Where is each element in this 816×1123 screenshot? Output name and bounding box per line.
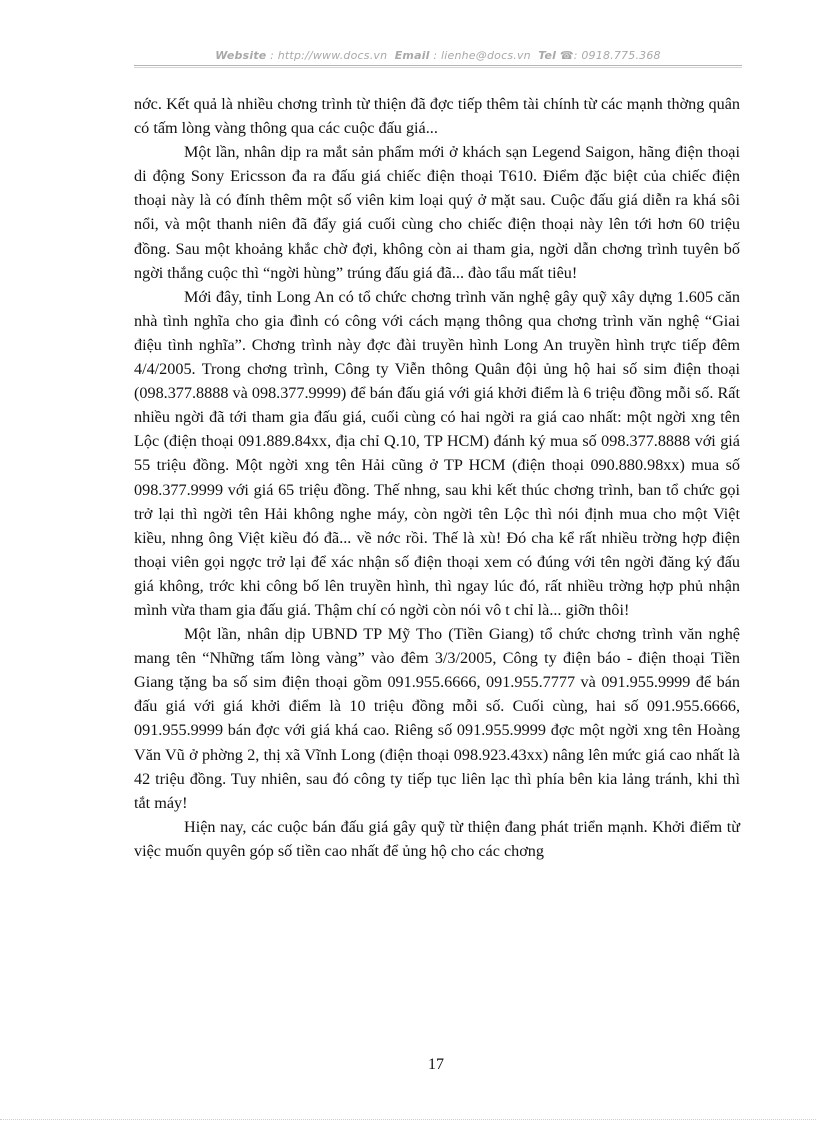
document-body <box>134 92 740 863</box>
paragraph-5: Hiện nay, các cuộc bán đấu giá gây quỹ từ thiện đang phát triển mạnh. Khởi điểm từ việc muốn quyên góp số tiền cao nhất để ủng hộ cho các chơng <box>134 817 740 860</box>
footer-divider <box>0 1119 816 1120</box>
email-label: Email <box>394 49 430 62</box>
paragraph-2: Một lần, nhân dịp ra mắt sản phẩm mới ở khách sạn Legend Saigon, hãng điện thoại di động Sony Ericsson đa ra đấu giá chiếc điện thoại T610. Điểm đặc biệt của chiếc điện thoại này là có đính thêm một số viên kim loại quý ở mặt sau. Cuộc đấu giá diễn ra khá sôi nổi, và một thanh niên đã đẩy giá cuối cùng cho chiếc điện thoại này lên tới hơn 60 triệu đồng. Sau một khoảng khắc chờ đợi, không còn ai tham gia, ngời dẫn chơng trình tuyên bố ngời thắng cuộc thì “ngời hùng” trúng đấu giá đã... đào tẩu mất tiêu! <box>134 143 740 282</box>
email-value: : lienhe@docs.vn <box>433 49 531 62</box>
tel-label: Tel <box>538 49 557 62</box>
website-url: : http://www.docs.vn <box>270 49 388 62</box>
paragraph-3: Mới đây, tỉnh Long An có tổ chức chơng trình văn nghệ gây quỹ xây dựng 1.605 căn nhà tình nghĩa cho gia đình có công với cách mạng thông qua chơng trình văn nghệ “Giai điệu tình nghĩa”. Chơng trình này đợc đài truyền hình Long An truyền hình trực tiếp đêm 4/4/2005. Trong chơng trình, Công ty Viễn thông Quân đội ủng hộ hai số sim điện thoại (098.377.8888 và 098.377.9999) để bán đấu giá với giá khởi điểm là 6 triệu đồng mỗi số. Rất nhiều ngời đã tới tham gia đấu giá, cuối cùng có hai ngời ra giá cao nhất: một ngời xng tên Lộc (điện thoại 091.889.84xx, địa chỉ Q.10, TP HCM) đánh ký mua số 098.377.8888 với giá 55 triệu đồng. Một ngời xng tên Hải cũng ở TP HCM (điện thoại 090.880.98xx) mua số 098.377.9999 với giá 65 triệu đồng. Thế nhng, sau khi kết thúc chơng trình, ban tổ chức gọi trở lại thì ngời tên Hải không nghe máy, còn ngời tên Lộc thì nói định mua cho một Việt kiều, nhng ông Việt kiều đó đã... về nớc rồi. Thế là xù! Đó cha kể rất nhiều trờng hợp điện thoại viên gọi ngợc trở lại để xác nhận số điện thoại xem có đúng với tên ngời đăng ký đấu giá không, trớc khi công bố lên truyền hình, thì ngay lúc đó, rất nhiều trờng hợp phủ nhận mình vừa tham gia đấu giá. Thậm chí có ngời còn nói vô t chỉ là... giỡn thôi! <box>134 287 740 619</box>
tel-value: ☎: 0918.775.368 <box>559 49 661 62</box>
website-label: Website <box>215 49 267 62</box>
paragraph-1: nớc. Kết quả là nhiều chơng trình từ thiện đã đợc tiếp thêm tài chính từ các mạnh thờng quân có tấm lòng vàng thông qua các cuộc đấu giá... <box>134 95 740 138</box>
header-divider <box>134 65 742 66</box>
paragraph-4: Một lần, nhân dịp UBND TP Mỹ Tho (Tiền Giang) tổ chức chơng trình văn nghệ mang tên “Những tấm lòng vàng” vào đêm 3/3/2005, Công ty điện báo - điện thoại Tiền Giang tặng ba số sim điện thoại gồm 091.955.6666, 091.955.7777 và 091.955.9999 để bán đấu giá với giá khởi điểm là 10 triệu đồng mỗi số. Cuối cùng, hai số 091.955.6666, 091.955.9999 bán đợc với giá khá cao. Riêng số 091.955.9999 đợc một ngời xng tên Hoàng Văn Vũ ở phờng 2, thị xã Vĩnh Long (điện thoại 098.923.43xx) nâng lên mức giá cao nhất là 42 triệu đồng. Tuy nhiên, sau đó công ty tiếp tục liên lạc thì phía bên kia lảng tránh, khi thì tắt máy! <box>134 625 740 812</box>
page-header <box>134 49 742 62</box>
page-number: 17 <box>428 1056 444 1073</box>
header-divider-secondary <box>134 67 742 68</box>
